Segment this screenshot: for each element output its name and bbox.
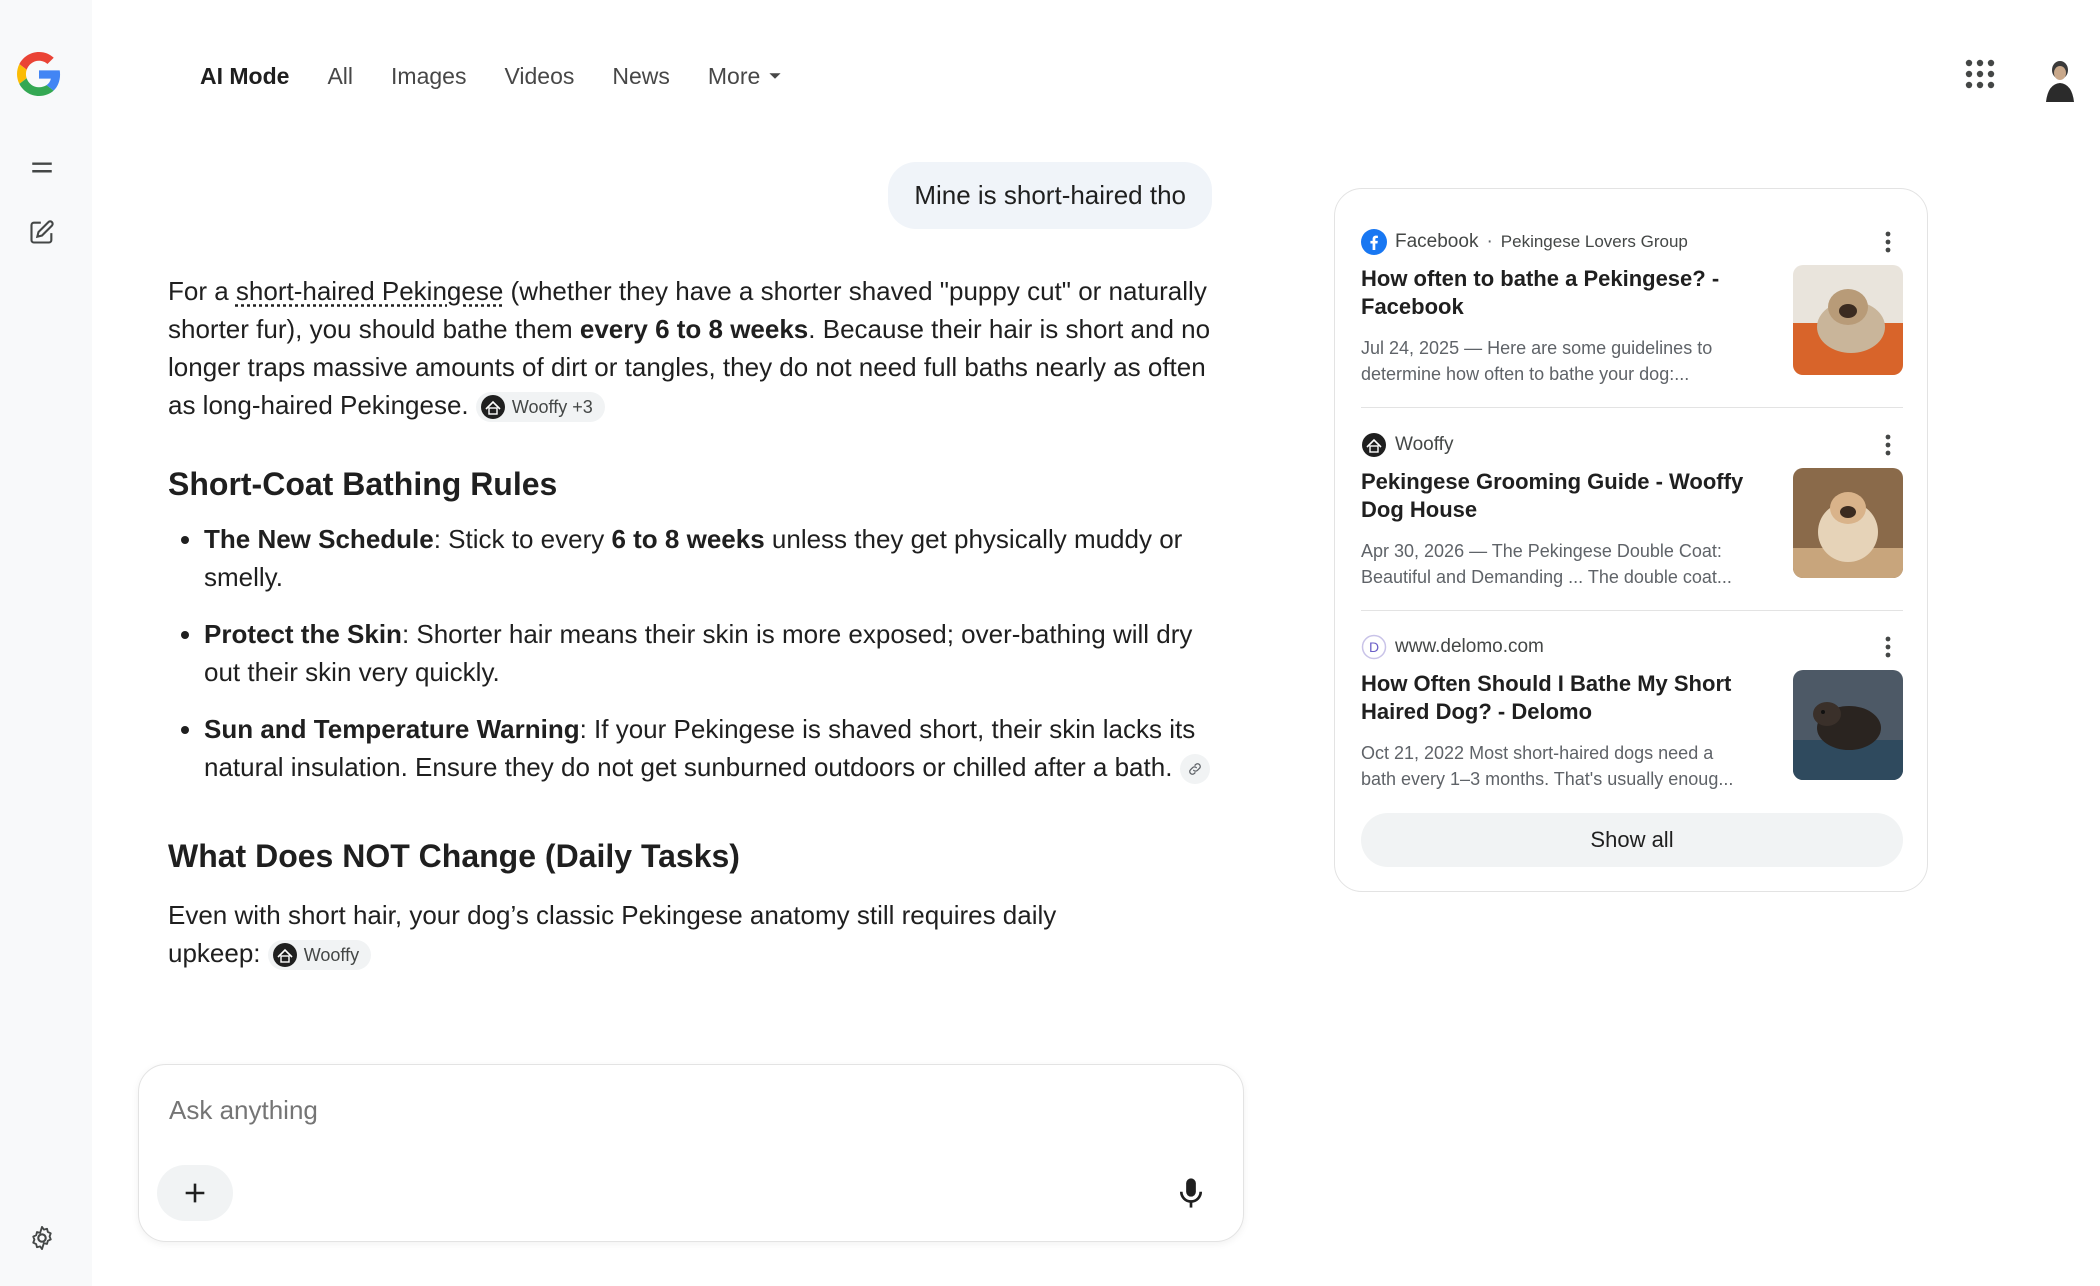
source-thumbnail-pekingese[interactable] [1793, 265, 1903, 375]
settings-icon [28, 1224, 56, 1252]
source-divider [1361, 610, 1903, 611]
snippet-line: bath every 1–3 months. That's usually enoug... [1361, 769, 1734, 789]
separator-dot: · [1486, 231, 1493, 252]
list-item [204, 710, 1218, 786]
intro-text-2: (whether they have a shorter shaved "puppy cut" or naturally shorter fur), you should bathe them [168, 276, 1207, 344]
source-group: Pekingese Lovers Group [1500, 232, 1688, 251]
apps-grid-icon[interactable] [1962, 56, 1998, 92]
search-tabs [200, 56, 782, 96]
more-vert-icon [1885, 636, 1891, 658]
snippet-line: Beautiful and Demanding ... The double coat... [1361, 567, 1732, 587]
list-item [204, 615, 1218, 691]
new-chat-icon [28, 218, 56, 246]
sources-panel [1334, 188, 1928, 892]
svg-text:D: D [1368, 639, 1380, 655]
source-snippet [1361, 538, 1756, 590]
tab-videos[interactable]: Videos [504, 62, 575, 89]
intro-text-3: . Because their hair is short and no longer traps massive amounts of dirt or tangles, they do not need full baths nearly as often as long-haired Pekingese. [168, 314, 1211, 420]
source-meta [1361, 430, 1903, 460]
link-icon [1187, 761, 1203, 777]
add-attachment-button[interactable] [157, 1165, 233, 1221]
bullet-text: : If your Pekingese is shaved short, their skin lacks its natural insulation. Ensure they do not get sunburned outdoors or chilled after a bath. [204, 714, 1196, 782]
source-chip-label: Wooffy +3 [511, 397, 593, 418]
bullet-text-2: unless they get physically muddy or smelly. [204, 524, 1183, 592]
source-chip[interactable] [476, 392, 605, 422]
source-card-delomo[interactable] [1361, 632, 1903, 792]
avatar[interactable] [2036, 54, 2080, 102]
menu-icon [29, 155, 55, 181]
daily-text-body: Even with short hair, your dog’s classic Pekingese anatomy still requires daily upkeep: [168, 900, 1057, 968]
google-logo[interactable] [17, 52, 61, 96]
more-vert-icon [1885, 434, 1891, 456]
section-heading-daily: What Does NOT Change (Daily Tasks) [168, 838, 740, 874]
source-card-wooffy[interactable] [1361, 430, 1903, 590]
bullet-text: : Stick to every [433, 524, 612, 554]
bullet-text: : Shorter hair means their skin is more exposed; over-bathing will dry out their skin very quickly. [204, 619, 1193, 687]
source-snippet [1361, 740, 1756, 792]
source-options-button[interactable] [1873, 632, 1903, 662]
plus-icon [181, 1179, 209, 1207]
list-item [204, 520, 1218, 596]
menu-button[interactable] [22, 148, 62, 188]
bullet-bold: The New Schedule [204, 524, 434, 554]
source-divider [1361, 407, 1903, 408]
source-thumbnail-pekingese[interactable] [1793, 468, 1903, 578]
section-heading-rules: Short-Coat Bathing Rules [168, 466, 558, 502]
answer-intro [168, 272, 1218, 424]
tab-more-label: More [707, 62, 761, 89]
tab-ai-mode[interactable]: AI Mode [200, 62, 290, 89]
wooffy-logo-icon [1361, 432, 1387, 458]
source-title[interactable]: How often to bathe a Pekingese? - Facebook [1361, 266, 1720, 319]
bullet-bold-2: 6 to 8 weeks [611, 524, 765, 554]
source-site: Wooffy [1395, 434, 1454, 455]
intro-text-1: For a [168, 276, 236, 306]
source-title[interactable]: How Often Should I Bathe My Short Haired Dog? - Delomo [1361, 671, 1732, 724]
topic-link[interactable]: short-haired Pekingese [235, 276, 504, 306]
rules-list [168, 520, 1218, 786]
facebook-icon [1361, 229, 1387, 255]
tab-more[interactable] [708, 63, 782, 90]
intro-bold: every 6 to 8 weeks [579, 314, 809, 344]
wooffy-logo-icon [272, 942, 298, 968]
bullet-bold: Sun and Temperature Warning [204, 714, 580, 744]
user-message-bubble: Mine is short-haired tho [888, 162, 1212, 229]
ai-answer [168, 272, 1218, 972]
source-options-button[interactable] [1873, 430, 1903, 460]
tab-news[interactable]: News [612, 62, 670, 89]
source-options-button[interactable] [1873, 227, 1903, 257]
new-chat-button[interactable] [22, 212, 62, 252]
source-snippet [1361, 335, 1756, 387]
ask-input[interactable] [169, 1095, 1069, 1126]
settings-button[interactable] [22, 1218, 62, 1258]
source-title[interactable]: Pekingese Grooming Guide - Wooffy Dog House [1361, 469, 1744, 522]
microphone-icon [1176, 1176, 1206, 1210]
source-meta [1361, 227, 1903, 257]
delomo-logo-icon [1361, 634, 1387, 660]
source-link-chip[interactable] [1180, 754, 1210, 784]
source-site: www.delomo.com [1395, 636, 1544, 657]
tab-images[interactable]: Images [391, 62, 467, 89]
bullet-bold: Protect the Skin [204, 619, 402, 649]
source-chip[interactable] [268, 940, 371, 970]
voice-input-button[interactable] [1167, 1169, 1215, 1217]
left-rail [0, 0, 92, 1286]
snippet-line: Apr 30, 2026 — The Pekingese Double Coat: [1361, 541, 1722, 561]
source-meta [1361, 632, 1903, 662]
source-site: Facebook [1395, 231, 1479, 252]
source-card-facebook[interactable] [1361, 227, 1903, 387]
tab-all[interactable]: All [327, 62, 354, 89]
snippet-line: determine how often to bathe your dog:... [1361, 364, 1690, 384]
more-vert-icon [1885, 231, 1891, 253]
wooffy-logo-icon [480, 394, 506, 420]
composer [138, 1064, 1244, 1242]
caret-down-icon [768, 69, 782, 83]
snippet-line: Oct 21, 2022 Most short-haired dogs need a [1361, 743, 1714, 763]
source-chip-label: Wooffy [303, 945, 360, 966]
daily-text [168, 896, 1068, 972]
show-all-button[interactable]: Show all [1361, 813, 1903, 867]
source-thumbnail-wet-dog[interactable] [1793, 670, 1903, 780]
snippet-line: Jul 24, 2025 — Here are some guidelines to [1361, 338, 1713, 358]
